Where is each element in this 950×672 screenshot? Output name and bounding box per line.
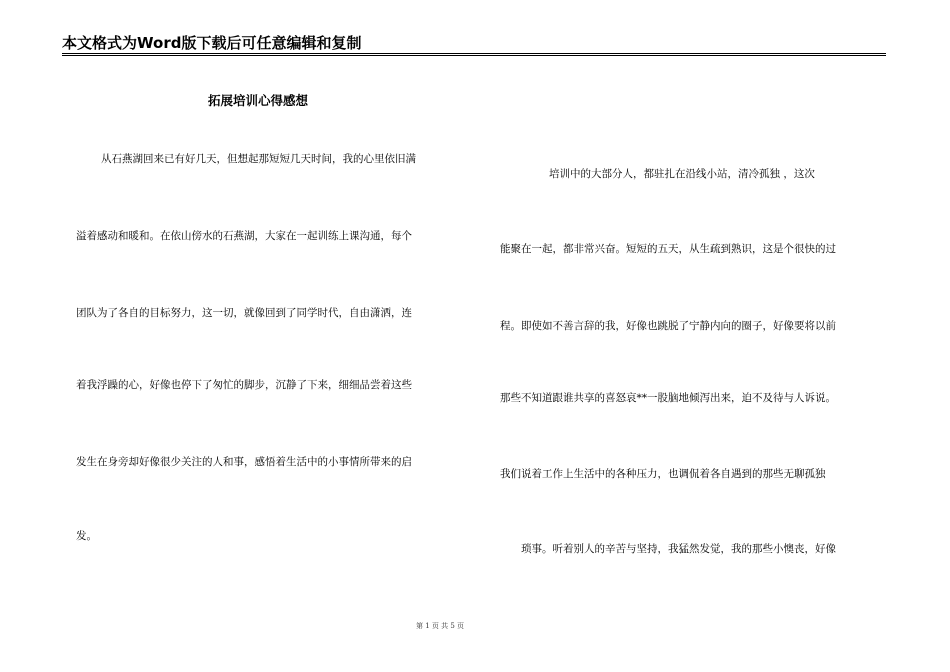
left-column-line: 着我浮躁的心，好像也停下了匆忙的脚步，沉静了下来，细细品尝着这些 xyxy=(76,379,412,391)
left-column-line: 团队为了各自的目标努力，这一切，就像回到了同学时代，自由潇洒，连 xyxy=(76,307,412,319)
header-divider xyxy=(62,53,886,56)
right-column-line: 能聚在一起，都非常兴奋。短短的五天，从生疏到熟识，这是个很快的过 xyxy=(500,243,836,255)
right-column-line: 程。即使如不善言辞的我，好像也跳脱了宁静内向的圈子，好像要将以前 xyxy=(500,320,836,332)
left-column-line: 发。 xyxy=(76,530,97,542)
right-column-line: 我们说着工作上生活中的各种压力，也调侃着各自遇到的那些无聊孤独 xyxy=(500,468,826,480)
right-column-line: 培训中的大部分人，都驻扎在沿线小站，清冷孤独 ，这次 xyxy=(549,168,815,180)
download-notice-banner: 本文格式为Word版下载后可任意编辑和复制 xyxy=(62,34,362,52)
left-column-line: 溢着感动和暖和。在依山傍水的石燕湖，大家在一起训练上课沟通，每个 xyxy=(76,230,412,242)
right-column-line: 那些不知道跟谁共享的喜怒哀**一股脑地倾泻出来，迫不及待与人诉说。 xyxy=(500,392,836,404)
left-column-line: 发生在身旁却好像很少关注的人和事，感悟着生活中的小事情所带来的启 xyxy=(76,456,412,468)
right-column-line: 琐事。听着别人的辛苦与坚持，我猛然发觉，我的那些小懊丧，好像 xyxy=(521,543,836,555)
document-title: 拓展培训心得感想 xyxy=(208,93,309,108)
page-number: 第 1 页 共 5 页 xyxy=(415,622,465,630)
left-column-line: 从石燕湖回来已有好几天，但想起那短短几天时间，我的心里依旧满 xyxy=(101,153,416,165)
